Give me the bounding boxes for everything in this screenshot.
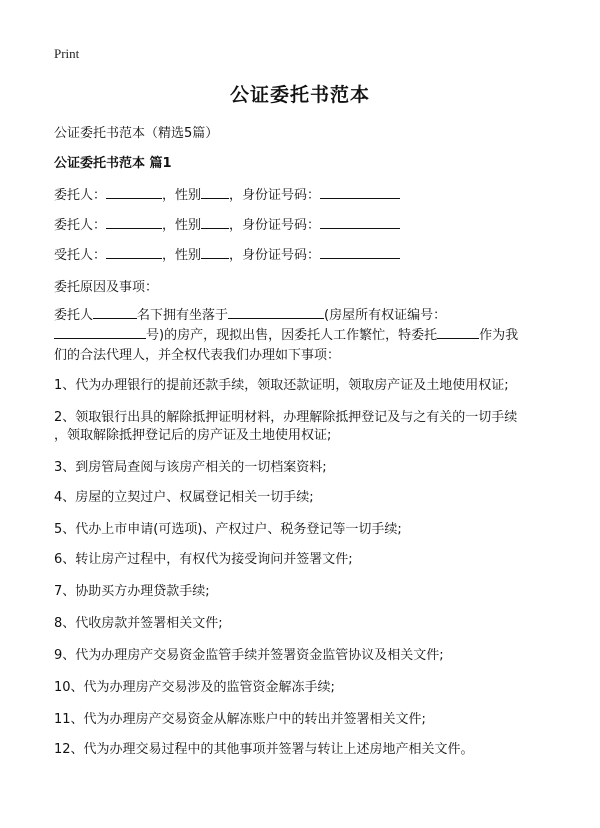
list-item: 1、代为办理银行的提前还款手续，领取还款证明，领取房产证及土地使用权证;	[54, 378, 509, 393]
party-row-1	[54, 184, 400, 203]
id-label: ，身份证号码：	[229, 188, 321, 203]
list-item-continuation: ，领取解除抵押登记后的房产证及土地使用权证;	[54, 428, 332, 443]
id-blank	[320, 186, 400, 199]
section-heading: 公证委托书范本 篇1	[54, 156, 172, 171]
body-text-5: 作为我	[479, 328, 519, 343]
gender-blank	[201, 186, 229, 199]
name-blank	[106, 246, 162, 259]
list-item: 9、代为办理房产交易资金监管手续并签署资金监管协议及相关文件;	[54, 648, 444, 663]
list-item: 7、协助买方办理贷款手续;	[54, 584, 210, 599]
certificate-blank	[54, 326, 146, 339]
party-role-label: 受托人：	[54, 248, 107, 263]
id-blank	[320, 216, 400, 229]
list-item: 5、代办上市申请(可选项)、产权过户、税务登记等一切手续;	[54, 522, 402, 537]
body-text-3: (房屋所有权证编号：	[324, 308, 447, 323]
name-blank	[106, 216, 162, 229]
print-link[interactable]: Print	[54, 46, 80, 61]
id-blank	[320, 246, 400, 259]
address-blank	[228, 306, 324, 319]
party-role-label: 委托人：	[54, 188, 107, 203]
gender-blank	[201, 216, 229, 229]
reason-heading: 委托原因及事项：	[54, 280, 159, 295]
body-text-4: 号)的房产，现拟出售，因委托人工作繁忙，特委托	[146, 328, 438, 343]
list-item: 3、到房管局查阅与该房产相关的一切档案资料;	[54, 460, 327, 475]
id-label: ，身份证号码：	[229, 248, 321, 263]
agent-blank	[437, 326, 479, 339]
principal-blank	[93, 306, 137, 319]
body-text-2: 名下拥有坐落于	[137, 308, 229, 323]
list-item: 11、代为办理房产交易资金从解冻账户中的转出并签署相关文件;	[54, 712, 426, 727]
gender-label: ，性别	[162, 248, 202, 263]
list-item: 4、房屋的立契过户、权属登记相关一切手续;	[54, 490, 314, 505]
gender-label: ，性别	[162, 188, 202, 203]
body-text-6: 们的合法代理人，并全权代表我们办理如下事项：	[54, 348, 341, 363]
document-title: 公证委托书范本	[229, 84, 370, 106]
gender-blank	[201, 246, 229, 259]
party-row-3	[54, 244, 400, 263]
list-item: 6、转让房产过程中，有权代为接受询问并签署文件;	[54, 552, 353, 567]
list-item: 12、代为办理交易过程中的其他事项并签署与转让上述房地产相关文件。	[54, 742, 474, 757]
party-row-2	[54, 214, 400, 233]
id-label: ，身份证号码：	[229, 218, 321, 233]
list-item: 2、领取银行出具的解除抵押证明材料，办理解除抵押登记及与之有关的一切手续	[54, 410, 518, 425]
document-subtitle: 公证委托书范本（精选5篇）	[54, 126, 219, 141]
body-paragraph	[54, 306, 550, 366]
name-blank	[106, 186, 162, 199]
list-item: 8、代收房款并签署相关文件;	[54, 616, 223, 631]
party-role-label: 委托人：	[54, 218, 107, 233]
body-text-1: 委托人	[54, 308, 94, 323]
gender-label: ，性别	[162, 218, 202, 233]
list-item: 10、代为办理房产交易涉及的监管资金解冻手续;	[54, 680, 335, 695]
